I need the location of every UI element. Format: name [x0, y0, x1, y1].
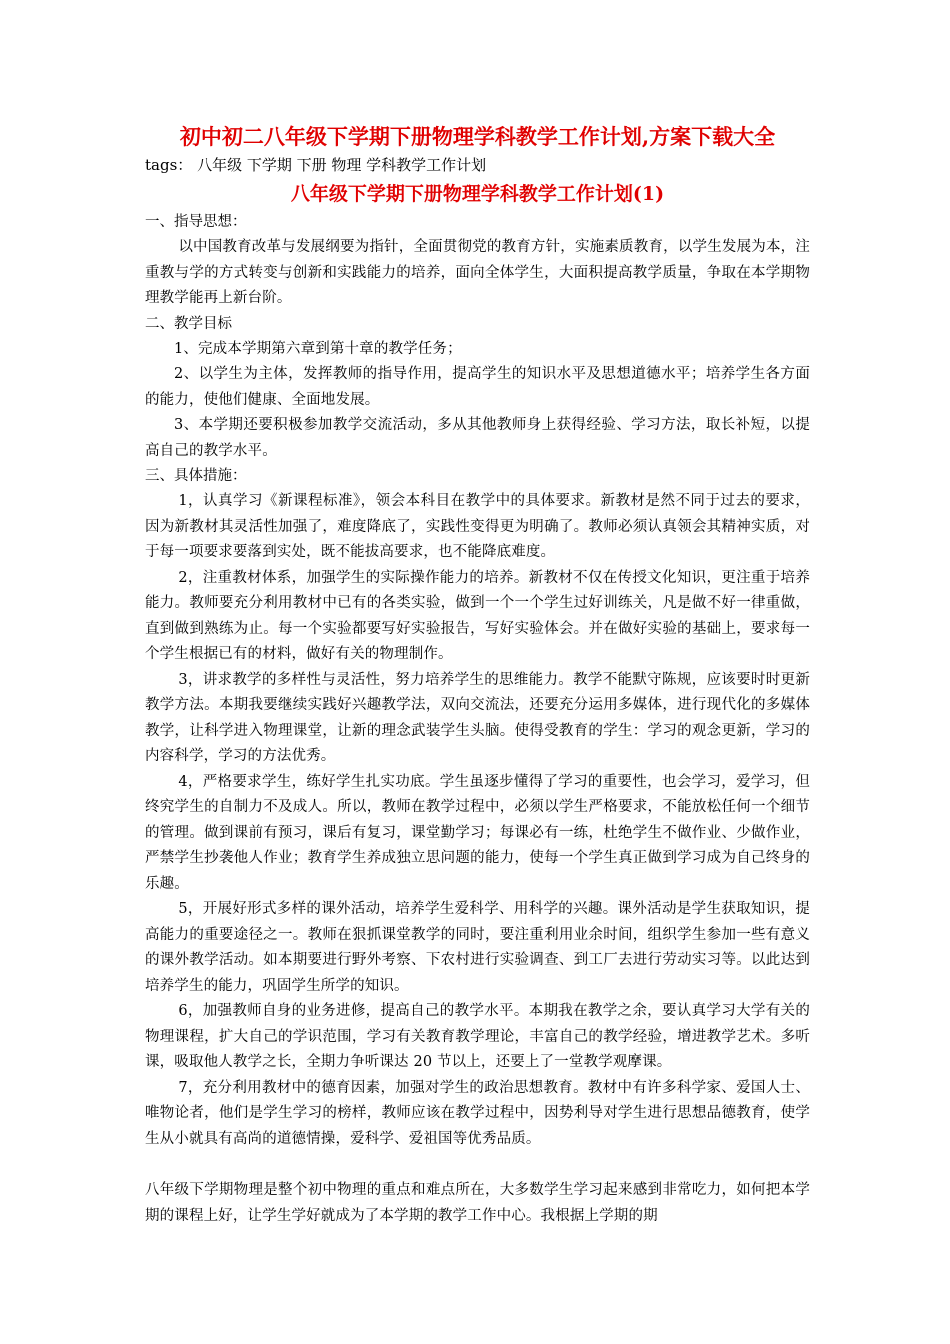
- measure-item-6: 6，加强教师自身的业务进修，提高自己的教学水平。本期我在教学之余，要认真学习大学有关的物理课程，扩大自己的学识范围，学习有关教育教学理论，丰富自己的教学经验，增进教学艺术。多听课，吸取他人教学之长，全期力争听课达 20 节以上，还要上了一堂教学观摩课。: [145, 1003, 810, 1070]
- goal-item-2: 2、以学生为主体，发挥教师的指导作用，提高学生的知识水平及思想道德水平；培养学生各方面的能力，使他们健康、全面地发展。: [145, 366, 810, 408]
- closing-paragraph: 八年级下学期物理是整个初中物理的重点和难点所在，大多数学生学习起来感到非常吃力，如何把本学期的课程上好，让学生学好就成为了本学期的教学工作中心。我根据上学期的期: [145, 1182, 810, 1224]
- section-heading-guiding: 一、指导思想：: [145, 214, 247, 230]
- guiding-paragraph: 以中国教育改革与发展纲要为指针，全面贯彻党的教育方针，实施素质教育，以学生发展为本，注重教与学的方式转变与创新和实践能力的培养，面向全体学生，大面积提高教学质量，争取在本学期物理教学能再上新台阶。: [145, 239, 810, 306]
- measure-item-4: 4，严格要求学生，练好学生扎实功底。学生虽逐步懂得了学习的重要性，也会学习，爱学习，但终究学生的自制力不及成人。所以，教师在教学过程中，必须以学生严格要求，不能放松任何一个细节的管理。做到课前有预习，课后有复习，课堂勤学习；每课必有一练，杜绝学生不做作业、少做作业，严禁学生抄袭他人作业；教育学生养成独立思问题的能力，使每一个学生真正做到学习成为自己终身的乐趣。: [145, 773, 810, 892]
- goal-item-1: 1、完成本学期第六章到第十章的教学任务；: [174, 340, 462, 357]
- tags-list: 八年级 下学期 下册 物理 学科教学工作计划: [197, 156, 487, 174]
- measure-item-7: 7，充分利用教材中的德育因素，加强对学生的政治思想教育。教材中有许多科学家、爱国人士、唯物论者，他们是学生学习的榜样，教师应该在教学过程中，因势利导对学生进行思想品德教育，使学生从小就具有高尚的道德情操，爱科学、爱祖国等优秀品质。: [145, 1079, 810, 1147]
- tags-label: tags：: [145, 156, 193, 174]
- goal-item-3: 3、本学期还要积极参加教学交流活动，多从其他教师身上获得经验、学习方法，取长补短，以提高自己的教学水平。: [145, 417, 810, 459]
- section-heading-measures: 三、具体措施：: [145, 468, 247, 484]
- measure-item-3: 3，讲求教学的多样性与灵活性，努力培养学生的思维能力。教学不能默守陈规，应该要时时更新教学方法。本期我要继续实践好兴趣教学法，双向交流法，还要充分运用多媒体，进行现代化的多媒体教学，让科学进入物理课堂，让新的理念武装学生头脑。使得受教育的学生：学习的观念更新，学习的内容科学，学习的方法优秀。: [145, 671, 810, 764]
- measure-item-1: 1，认真学习《新课程标准》，领会本科目在教学中的具体要求。新教材是然不同于过去的要求，因为新教材其灵活性加强了，难度降底了，实践性变得更为明确了。教师必须认真领会其精神实质，对于每一项要求要落到实处，既不能拔高要求，也不能降底难度。: [145, 493, 810, 560]
- document-title: 初中初二八年级下学期下册物理学科教学工作计划,方案下载大全: [179, 124, 776, 149]
- measure-item-5: 5，开展好形式多样的课外活动，培养学生爱科学、用科学的兴趣。课外活动是学生获取知识，提高能力的重要途径之一。教师在狠抓课堂教学的同时，要注重利用业余时间，组织学生参加一些有意义的课外教学活动。如本期要进行野外考察、下农村进行实验调查、到工厂去进行劳动实习等。以此达到培养学生的能力，巩固学生所学的知识。: [145, 901, 810, 994]
- section-heading-goals: 二、教学目标: [145, 315, 232, 332]
- tags-line: [145, 155, 810, 175]
- measure-item-2: 2，注重教材体系，加强学生的实际操作能力的培养。新教材不仅在传授文化知识，更注重于培养能力。教师要充分利用教材中已有的各类实验，做到一个一个学生过好训练关，凡是做不好一律重做，直到做到熟练为止。每一个实验都要写好实验报告，写好实验体会。并在做好实验的基础上，要求每一个学生根据已有的材料，做好有关的物理制作。: [145, 569, 810, 662]
- document-page: [145, 122, 810, 1229]
- plan-subtitle: 八年级下学期下册物理学科教学工作计划(1): [290, 183, 665, 205]
- paragraph-gap: [145, 1152, 810, 1177]
